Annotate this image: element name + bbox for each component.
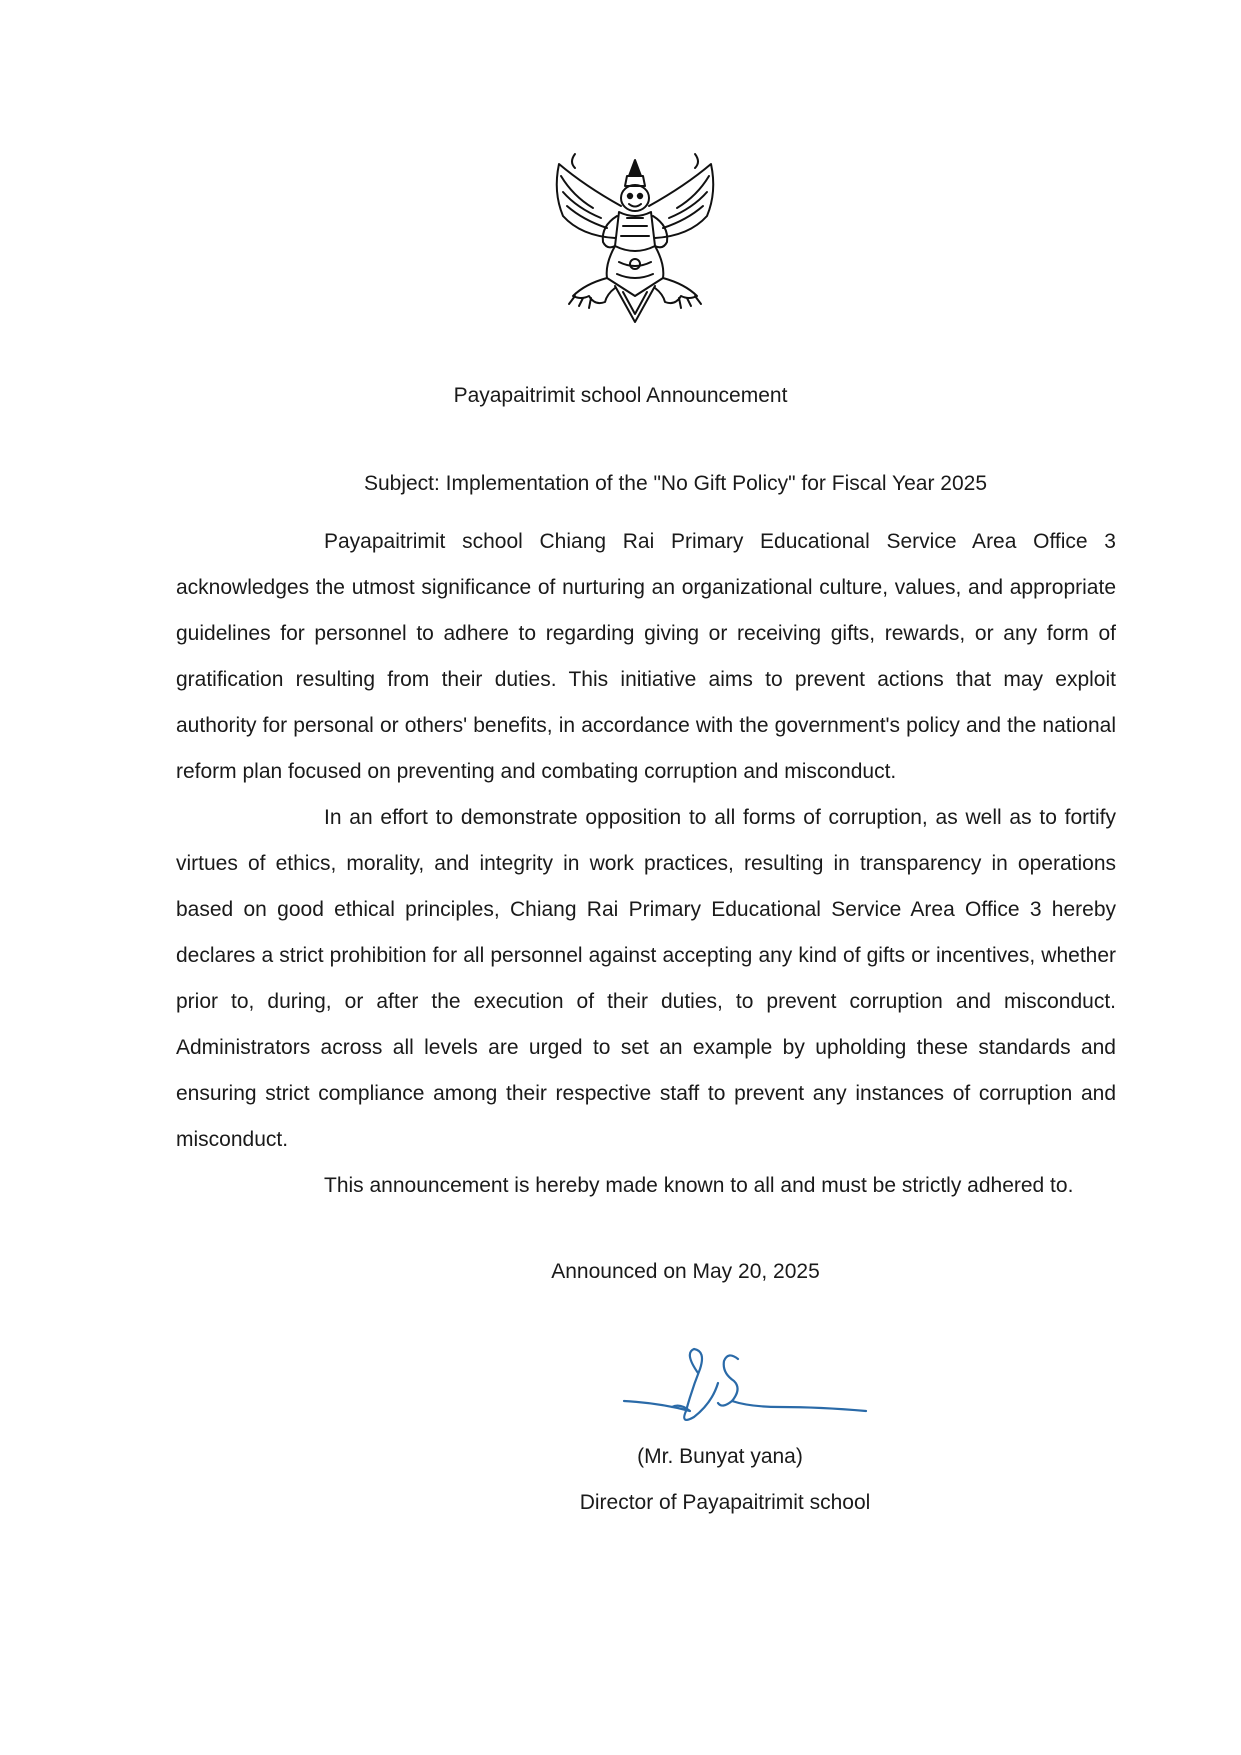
handwritten-signature (620, 1345, 870, 1435)
body-paragraph: In an effort to demonstrate opposition to all forms of corruption, as well as to fortify virtues of ethics, morality, and integrity in work practices, resulting in transparency in operations based on good ethical principles, Chiang Rai Primary Educational Service Area Office 3 hereby declares a strict prohibition for all personnel against accepting any kind of gifts or incentives, whether prior to, during, or after the execution of their duties, to prevent corruption and misconduct. Administrators across all levels are urged to set an example by upholding these standards and ensuring strict compliance among their respective staff to prevent any instances of corruption and misconduct. (176, 806, 1116, 1151)
announcement-subject: Subject: Implementation of the "No Gift Policy" for Fiscal Year 2025 (363, 472, 988, 495)
announcement-date: Announced on May 20, 2025 (551, 1260, 820, 1283)
signer-name: (Mr. Bunyat yana) (637, 1445, 803, 1468)
garuda-emblem-icon (544, 146, 726, 326)
announcement-body (176, 519, 1116, 1209)
body-paragraph: Payapaitrimit school Chiang Rai Primary Educational Service Area Office 3 acknowledges the utmost significance of nurturing an organizational culture, values, and appropriate guidelines for personnel to adhere to regarding giving or receiving gifts, rewards, or any form of gratification resulting from their duties. This initiative aims to prevent actions that may exploit authority for personal or others' benefits, in accordance with the government's policy and the national reform plan focused on preventing and combating corruption and misconduct. (176, 530, 1116, 783)
announcement-title: Payapaitrimit school Announcement (453, 384, 788, 407)
signer-title: Director of Payapaitrimit school (579, 1491, 871, 1514)
body-paragraph: This announcement is hereby made known to all and must be strictly adhered to. (324, 1174, 1074, 1197)
